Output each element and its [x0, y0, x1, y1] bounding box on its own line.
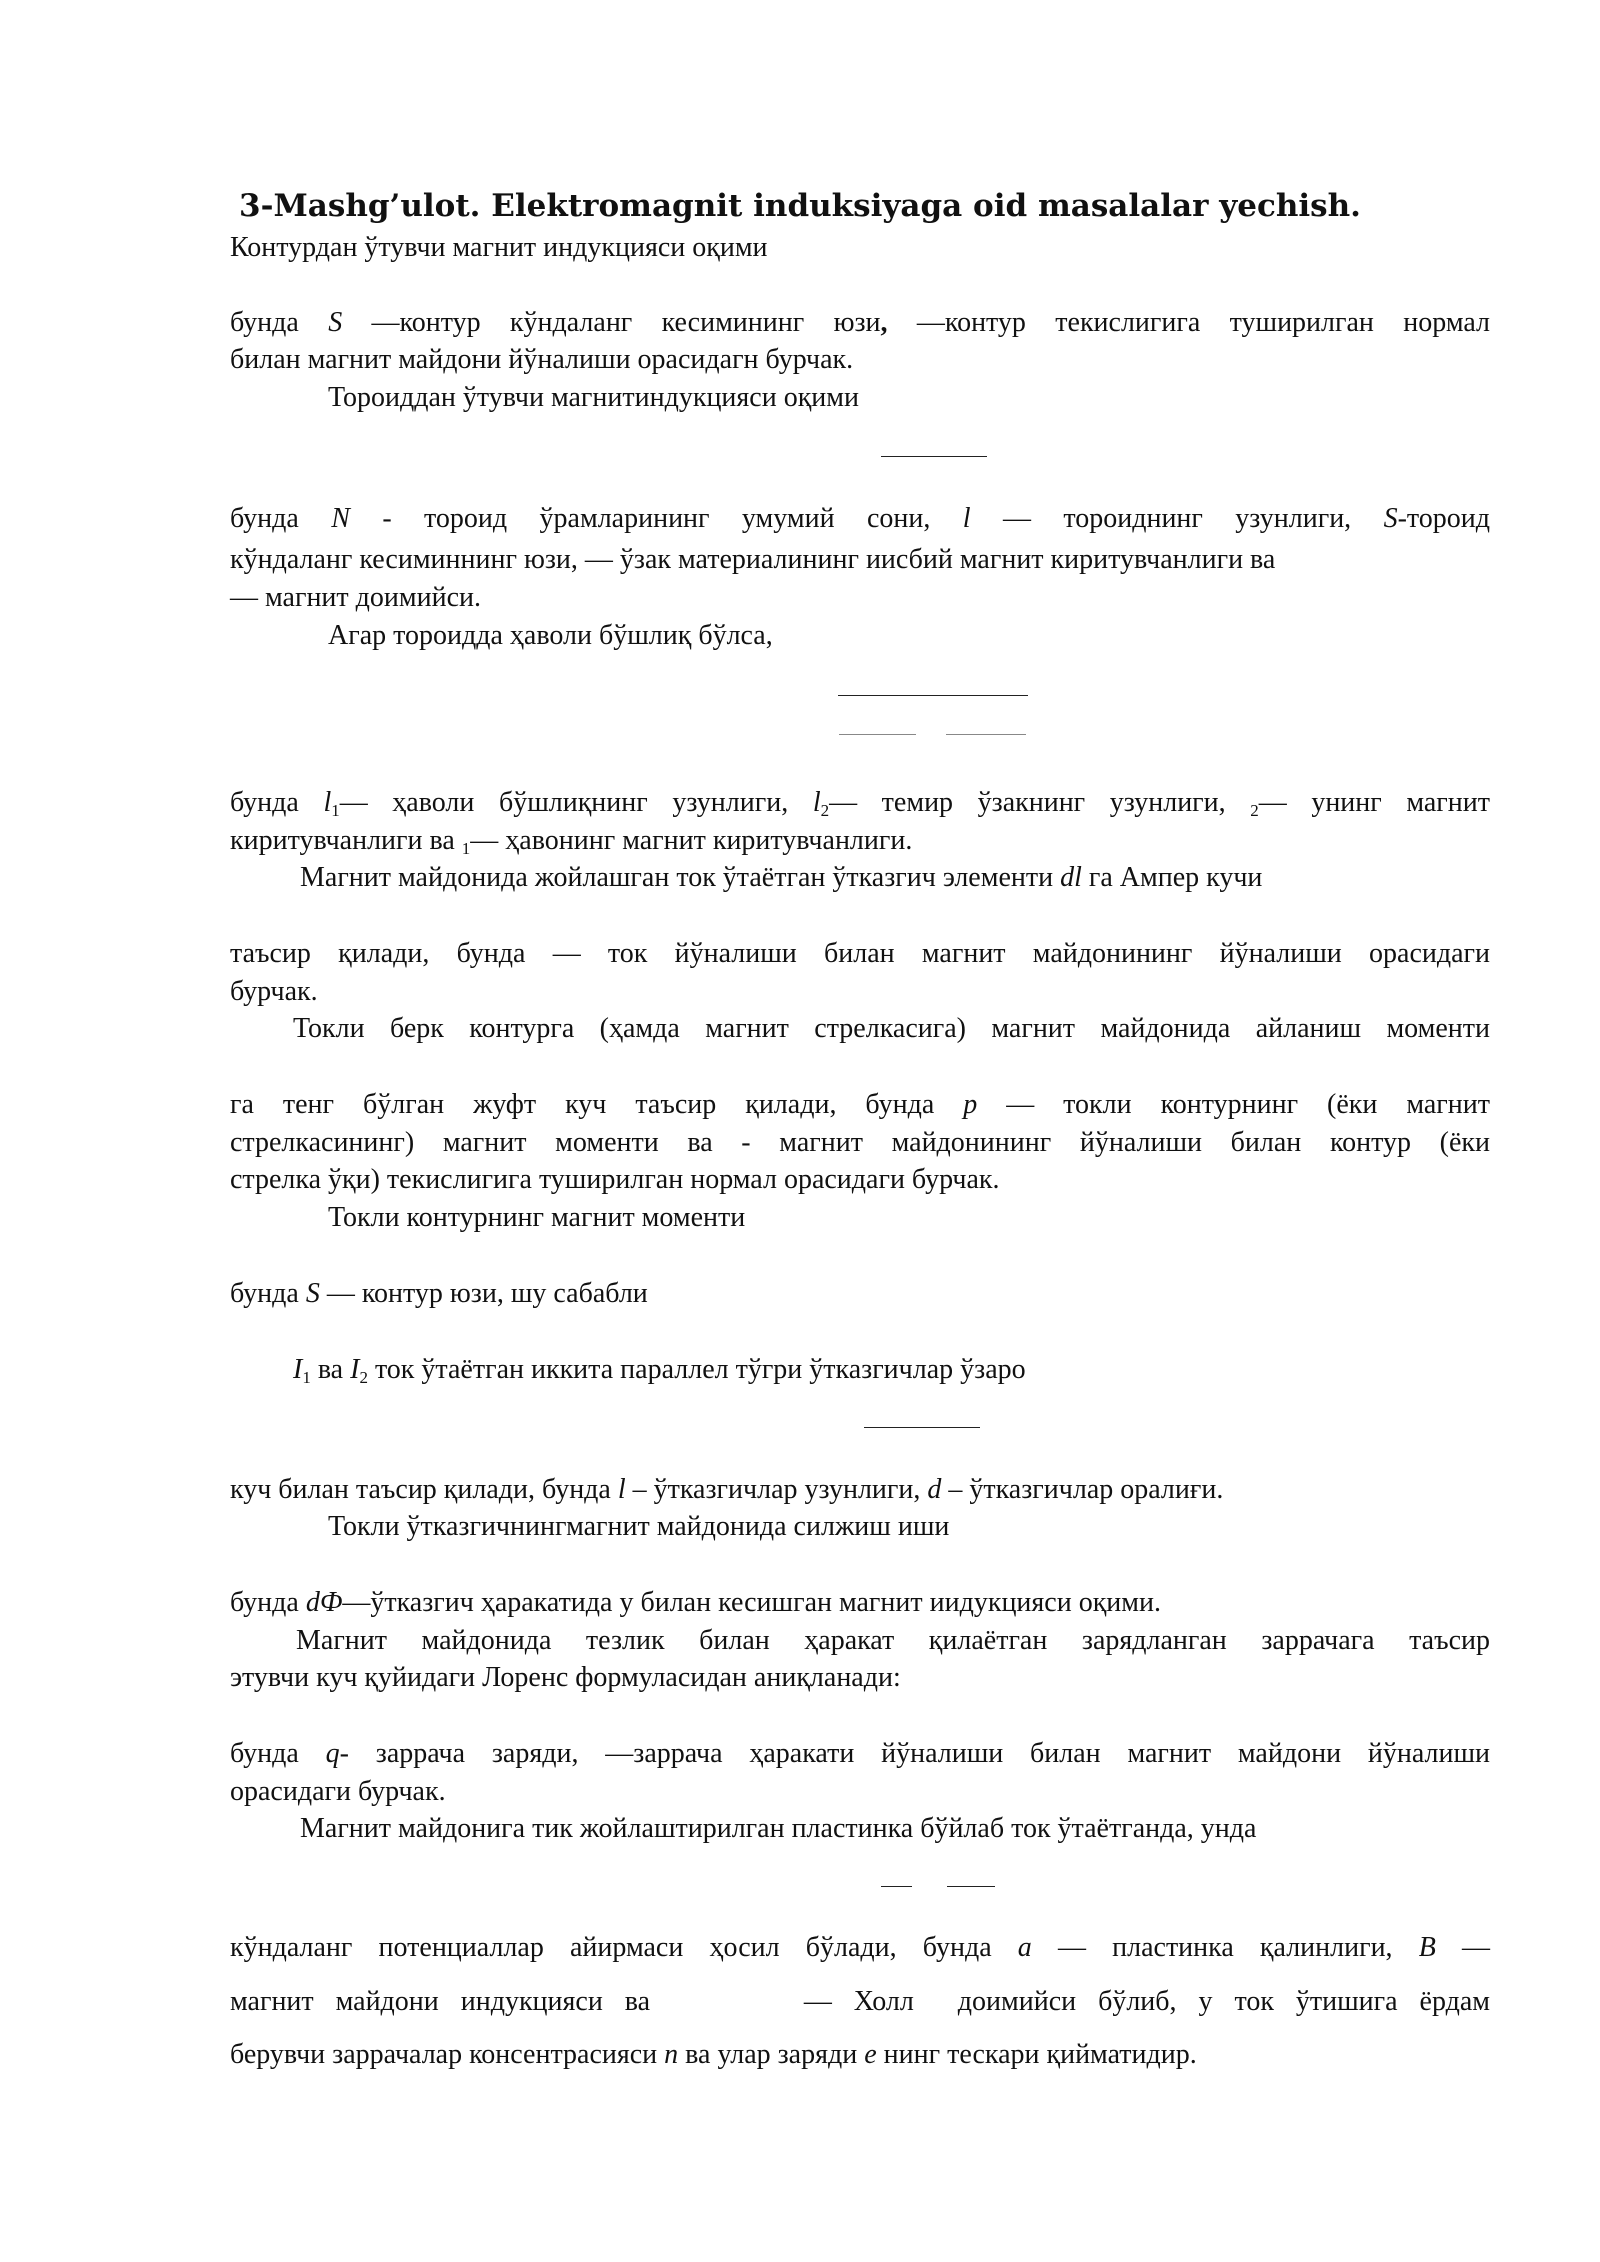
paragraph-torque-explain-line2: стрелкасининг) магнит моменти ва - магнит майдонининг йўналиши билан контур (ёки: [230, 1127, 1490, 1158]
paragraph-ampere-force: Магнит майдонида жойлашган ток ўтаётган ўтказгич элементи dl га Ампер кучи: [300, 862, 1263, 893]
paragraph-toroid-explain-line2: кўндаланг кесиминнинг юзи, — ўзак материалининг иисбий магнит киритувчанлиги ва: [230, 544, 1276, 575]
paragraph-flux-explain-line2: билан магнит майдони йўналиши орасидагн бурчак.: [230, 344, 854, 375]
paragraph-air-gap-explain-line1: бунда $l_1—$ ҳаволи бўшлиқнинг узунлиги, $l_2—$ темир ўзакнинг узунлиги, $_2$— унинг магнит: [230, 787, 1490, 820]
fraction-line-hall1: [881, 1886, 912, 1887]
paragraph-torque: Токли берк контурга (ҳамда магнит стрелкасига) магнит майдонида айланиш моменти: [293, 1013, 1490, 1044]
paragraph-moment-explain: бунда S — контур юзи, шу сабабли: [230, 1278, 648, 1309]
paragraph-toroid-explain-line3: — магнит доимийси.: [230, 582, 481, 613]
paragraph-ampere-explain-line2: бурчак.: [230, 976, 318, 1007]
paragraph-hall-explain-line2: магнит майдони индукцияси ва — Холл доимийси бўлиб, у ток ўтишига ёрдам: [230, 1986, 1490, 2017]
paragraph-work: Токли ўтказгичнингмагнит майдонида силжиш иши: [328, 1511, 950, 1542]
paragraph-hall: Магнит майдонига тик жойлаштирилган пластинка бўйлаб ток ўтаётганда, унда: [300, 1813, 1257, 1844]
paragraph-parallel-explain: куч билан таъсир қилади, бунда l – ўтказгичлар узунлиги, d – ўтказгичлар оралиғи.: [230, 1474, 1224, 1505]
paragraph-flux-intro: Контурдан ўтувчи магнит индукцияси оқими: [230, 232, 768, 263]
paragraph-hall-explain-line3: берувчи заррачалар консентрасияси n ва улар заряди e нинг тескари қийматидир.: [230, 2039, 1197, 2070]
paragraph-toroid-flux: Тороиддан ўтувчи магнитиндукцияси оқими: [328, 382, 859, 413]
paragraph-ampere-explain-line1: таъсир қилади, бунда — ток йўналиши билан магнит майдонининг йўналиши орасидаги: [230, 938, 1490, 969]
paragraph-lorentz-explain-line1: бунда q- заррача заряди, —заррача ҳаракати йўналиши билан магнит майдони йўналиши: [230, 1738, 1490, 1769]
paragraph-lorentz-line2: этувчи куч қуйидаги Лоренс формуласидан аниқланади:: [230, 1662, 901, 1693]
paragraph-air-gap: Агар тороидда ҳаволи бўшлиқ бўлса,: [328, 620, 773, 651]
paragraph-hall-explain-line1: кўндаланг потенциаллар айирмаси ҳосил бўлади, бунда a — пластинка қалинлиги, B —: [230, 1932, 1491, 1963]
fraction-line-hall2: [947, 1886, 995, 1887]
fraction-line-main: [838, 695, 1028, 696]
page-title: 3-Mashg’ulot. Elektromagnit induksiyaga oid masalalar yechish.: [239, 188, 1361, 224]
paragraph-magnetic-moment: Токли контурнинг магнит моменти: [328, 1202, 746, 1233]
fraction-line: [881, 456, 987, 457]
fraction-line-force: [864, 1427, 980, 1428]
fraction-line-sub1: [839, 734, 916, 735]
paragraph-lorentz-explain-line2: орасидаги бурчак.: [230, 1776, 446, 1807]
paragraph-torque-explain-line3: стрелка ўқи) текислигига туширилган нормал орасидаги бурчак.: [230, 1164, 1000, 1195]
paragraph-toroid-explain-line1: бунда N - тороид ўрамларининг умумий сони, l — тороиднинг узунлиги, S-тороид: [230, 503, 1490, 534]
paragraph-torque-explain-line1: га тенг бўлган жуфт куч таъсир қилади, бунда p — токли контурнинг (ёки магнит: [230, 1089, 1490, 1120]
paragraph-air-gap-explain-line2: киритувчанлиги ва $_1$— ҳавонинг магнит киритувчанлиги.: [230, 825, 913, 858]
paragraph-parallel-conductors: $I_1$ ва $I_2$ ток ўтаётган иккита параллел тўгри ўтказгичлар ўзаро: [293, 1354, 1026, 1387]
paragraph-flux-explain-line1: бунда S —контур кўндаланг кесимининг юзи, —контур текислигига туширилган нормал: [230, 307, 1490, 338]
paragraph-lorentz-line1: Магнит майдонида тезлик билан ҳаракат қилаётган зарядланган заррачага таъсир: [296, 1625, 1490, 1656]
fraction-line-sub2: [946, 734, 1026, 735]
paragraph-work-explain: бунда dФ—ўтказгич ҳаракатида у билан кесишган магнит иидукцияси оқими.: [230, 1587, 1161, 1618]
